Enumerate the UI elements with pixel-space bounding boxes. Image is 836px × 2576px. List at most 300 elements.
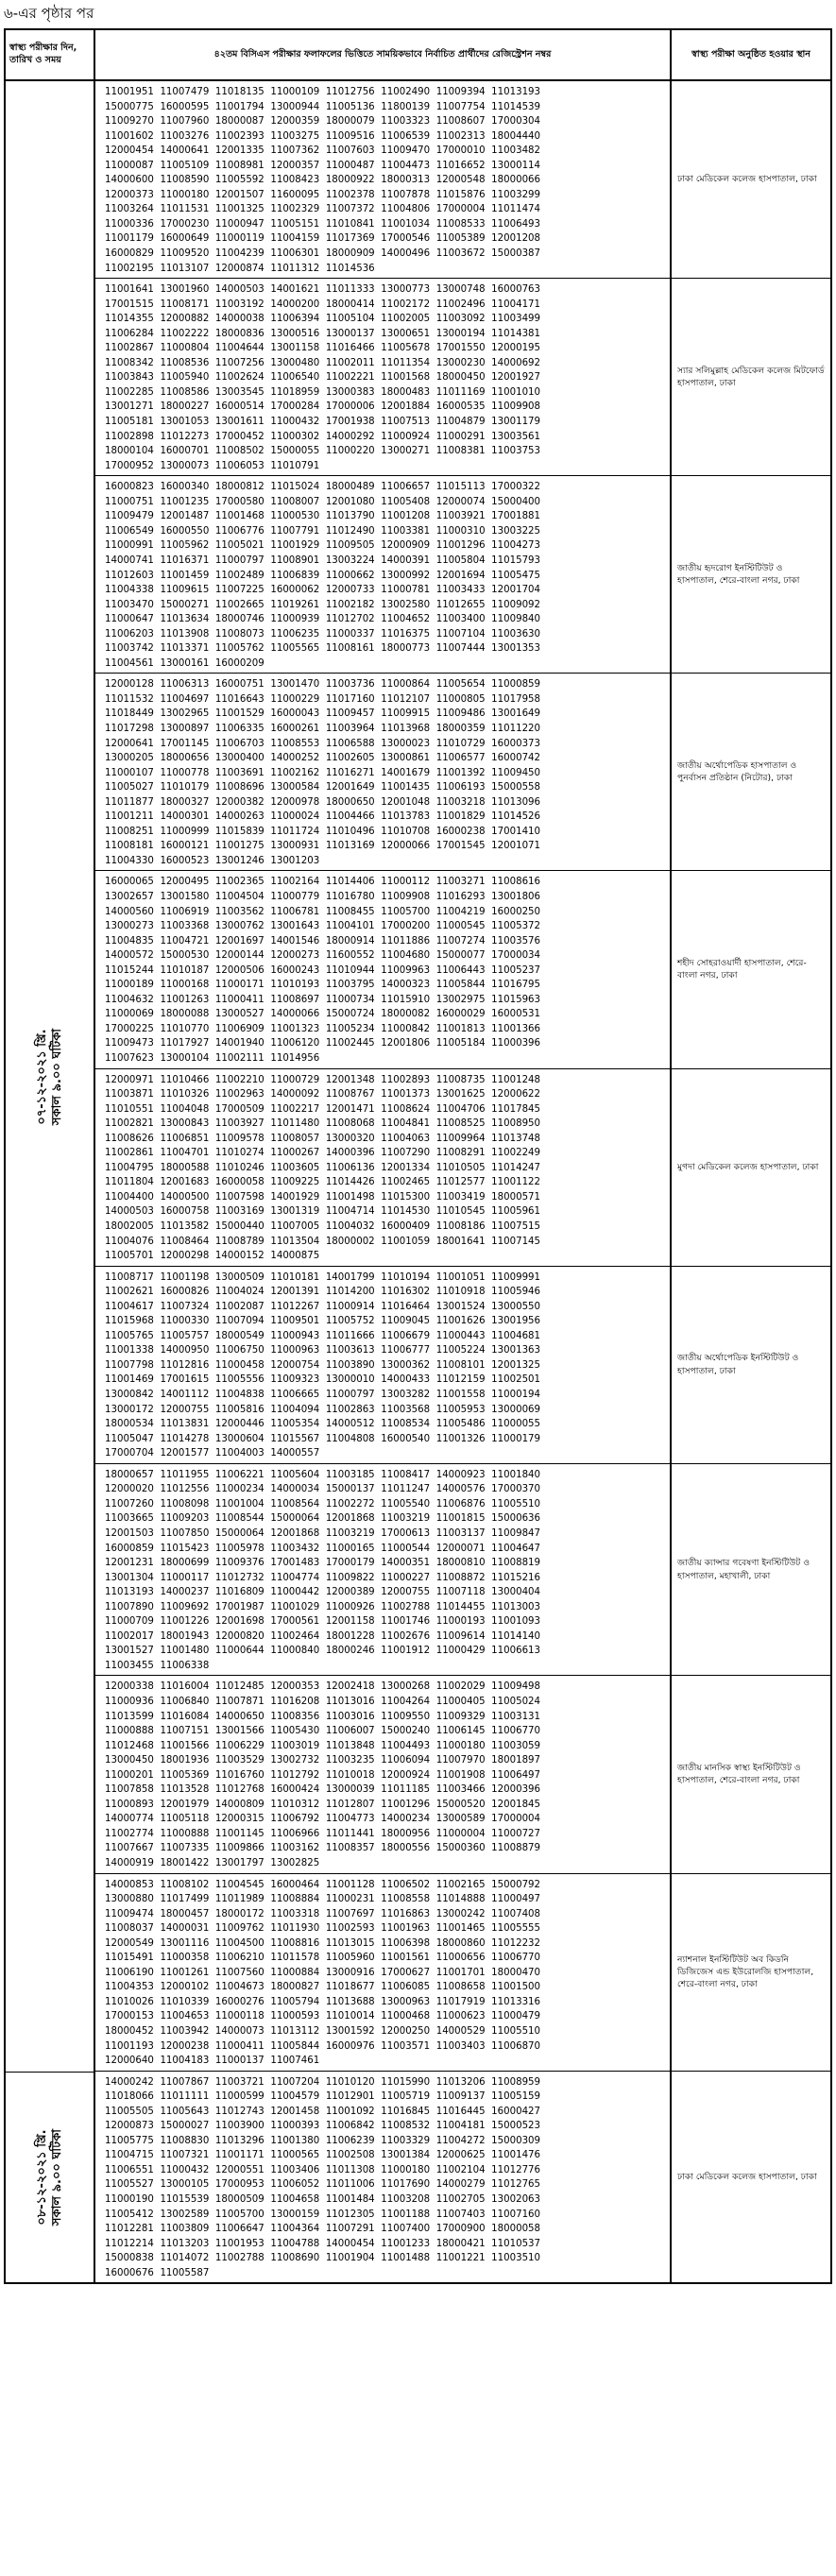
registration-number: 13002063 (491, 2194, 541, 2206)
number-row (105, 890, 547, 905)
registration-number: 11015910 (381, 994, 431, 1005)
registration-number: 11002788 (381, 1601, 431, 1612)
registration-number: 11011185 (381, 1784, 431, 1796)
registration-number: 12000909 (381, 540, 431, 552)
registration-number: 11010505 (435, 1162, 486, 1173)
number-row (105, 341, 547, 356)
registration-number: 12001697 (214, 935, 264, 947)
registration-number: 11000411 (214, 994, 264, 1005)
registration-number: 17000452 (214, 431, 264, 442)
registration-number: 11009323 (270, 1374, 320, 1386)
registration-number: 13001649 (491, 708, 541, 720)
number-row (105, 919, 547, 934)
registration-number: 12000020 (105, 1484, 154, 1495)
registration-number: 16000209 (214, 657, 264, 669)
registration-number: 11001004 (214, 1498, 264, 1510)
registration-number: 17000613 (381, 1527, 431, 1539)
registration-number: 11012232 (491, 1937, 541, 1949)
registration-number: 11004272 (435, 2135, 486, 2146)
registration-number: 11000180 (160, 189, 210, 200)
registration-number: 11003900 (214, 2121, 264, 2132)
number-row (105, 1132, 547, 1147)
number-row (105, 282, 547, 298)
registration-number: 11004806 (381, 204, 431, 215)
registration-number: 11003137 (435, 1527, 486, 1539)
registration-number: 13000604 (214, 1433, 264, 1444)
registration-number: 11014200 (325, 1287, 375, 1298)
registration-number: 11007408 (491, 1908, 541, 1919)
registration-number: 11001092 (325, 2106, 375, 2117)
registration-number: 11017160 (325, 693, 375, 705)
registration-number: 18000509 (214, 2194, 264, 2206)
registration-number: 11002164 (270, 877, 320, 888)
number-row (105, 627, 547, 642)
registration-number: 13000992 (381, 570, 431, 581)
registration-number: 11003218 (435, 796, 486, 808)
registration-number: 12000551 (214, 2164, 264, 2175)
registration-number: 11000926 (325, 1601, 375, 1612)
registration-number: 15000309 (491, 2135, 541, 2146)
registration-number: 13000963 (381, 1996, 431, 2007)
registration-number: 11006679 (381, 1330, 431, 1341)
registration-number: 11004024 (214, 1287, 264, 1298)
registration-number: 15000077 (435, 950, 486, 962)
registration-number: 14000433 (381, 1374, 431, 1386)
results-table (4, 28, 832, 2284)
registration-number: 11004788 (270, 2238, 320, 2249)
registration-number: 11016208 (270, 1696, 320, 1707)
registration-number: 11006613 (491, 1646, 541, 1657)
registration-number: 11004330 (105, 855, 154, 866)
registration-number: 18000746 (214, 614, 264, 625)
registration-number: 18000457 (160, 1908, 210, 1919)
registration-number: 11017298 (105, 723, 154, 734)
registration-number: 17000153 (105, 2011, 154, 2022)
registration-number: 11010026 (105, 1996, 154, 2007)
registration-number: 11005592 (214, 175, 264, 186)
registration-number: 16000859 (105, 1543, 154, 1554)
registration-number: 11001488 (381, 2253, 431, 2264)
registration-number: 11005510 (491, 1498, 541, 1510)
number-row (105, 875, 547, 890)
registration-number: 16000531 (491, 1009, 541, 1020)
registration-number: 12000755 (381, 1587, 431, 1598)
registration-number: 11004076 (105, 1236, 154, 1247)
registration-number: 11002005 (381, 314, 431, 325)
registration-number: 11003455 (105, 1660, 154, 1671)
registration-number: 11006190 (105, 1967, 154, 1978)
registration-number: 11008455 (325, 906, 375, 917)
registration-number: 11001701 (435, 1967, 486, 1978)
registration-number: 12001158 (325, 1616, 375, 1628)
registration-number: 13001271 (105, 401, 154, 413)
registration-number: 11011578 (270, 1953, 320, 1964)
registration-number: 11001179 (105, 233, 154, 245)
registration-number: 11000458 (214, 1359, 264, 1371)
registration-number: 17000322 (491, 482, 541, 493)
registration-number: 18000489 (325, 482, 375, 493)
number-row (105, 1783, 547, 1798)
registration-number: 17001145 (160, 738, 210, 749)
registration-number: 11007871 (214, 1696, 264, 1707)
registration-number: 14000066 (270, 1009, 320, 1020)
registration-number: 11002788 (214, 2253, 264, 2264)
registration-number: 15000064 (270, 1513, 320, 1525)
registration-number: 11004681 (491, 1330, 541, 1341)
registration-number: 18004440 (491, 130, 541, 142)
registration-number: 11009376 (214, 1558, 264, 1569)
registration-number: 11011111 (160, 2091, 210, 2103)
registration-number: 11007623 (105, 1053, 154, 1064)
registration-number: 11007697 (325, 1908, 375, 1919)
registration-number: 12000298 (160, 1251, 210, 1262)
registration-number: 18001422 (160, 1857, 210, 1868)
registration-number: 11004400 (105, 1191, 154, 1203)
registration-number: 11006394 (270, 314, 320, 325)
registration-number: 11000936 (105, 1696, 154, 1707)
number-row (105, 1285, 547, 1300)
registration-number: 11000884 (270, 1967, 320, 1978)
registration-number: 16000043 (270, 708, 320, 720)
registration-number: 11003185 (325, 1469, 375, 1480)
registration-number: 11001568 (381, 372, 431, 384)
registration-number: 11011247 (381, 1484, 431, 1495)
registration-number: 11004181 (435, 2121, 486, 2132)
registration-number: 11005540 (381, 1498, 431, 1510)
registration-number: 13002657 (105, 891, 154, 902)
registration-number: 12001080 (325, 496, 375, 507)
registration-number: 11000231 (325, 1894, 375, 1905)
registration-number: 11005510 (491, 2026, 541, 2037)
registration-number: 11000859 (491, 679, 541, 691)
registration-number: 14000242 (105, 2076, 154, 2088)
registration-number: 11010181 (270, 1271, 320, 1283)
registration-number: 11001208 (381, 511, 431, 522)
number-row (105, 707, 547, 722)
number-row (105, 780, 547, 795)
registration-number: 11006193 (435, 782, 486, 793)
number-row (105, 1388, 547, 1403)
registration-number: 11005109 (160, 160, 210, 171)
registration-number: 11003433 (435, 585, 486, 596)
number-row (105, 1856, 547, 1871)
registration-number: 11003169 (214, 1206, 264, 1218)
registration-number: 11003927 (214, 1118, 264, 1130)
registration-number: 11002605 (325, 753, 375, 764)
registration-number: 11003403 (435, 2040, 486, 2052)
registration-number: 11009486 (435, 708, 486, 720)
number-row (105, 1812, 547, 1827)
registration-number: 13002589 (160, 2209, 210, 2220)
registration-number: 11008830 (160, 2135, 210, 2146)
registration-number: 11011312 (270, 263, 320, 274)
registration-number: 11016084 (160, 1711, 210, 1722)
registration-number: 11001904 (325, 2253, 375, 2264)
registration-number: 11008161 (325, 643, 375, 655)
registration-number: 11000179 (491, 1433, 541, 1444)
registration-number: 11005486 (435, 1419, 486, 1430)
registration-number: 15000027 (160, 2121, 210, 2132)
registration-number: 11006221 (214, 1469, 264, 1480)
registration-number: 14000323 (381, 980, 431, 991)
registration-number: 13000842 (105, 1390, 154, 1401)
registration-number-list (95, 1069, 672, 1266)
registration-number: 11000662 (325, 570, 375, 581)
registration-number: 11012159 (435, 1374, 486, 1386)
registration-number: 11003736 (325, 679, 375, 691)
venue-name: ঢাকা মেডিকেল কলেজ হাসপাতাল, ঢাকা (677, 2171, 817, 2182)
registration-number: 18000421 (435, 2238, 486, 2249)
registration-number: 11008464 (160, 1236, 210, 1247)
registration-number: 14000396 (325, 1148, 375, 1159)
number-row (105, 1614, 547, 1629)
registration-number: 14001940 (214, 1038, 264, 1049)
registration-number: 11000751 (105, 496, 154, 507)
registration-number: 11009329 (435, 1711, 486, 1722)
registration-number: 11002898 (105, 431, 154, 442)
registration-number: 12000548 (435, 175, 486, 186)
number-row (105, 247, 547, 262)
number-row (105, 400, 547, 415)
registration-number: 11000991 (105, 540, 154, 552)
registration-number: 11003499 (491, 314, 541, 325)
registration-number: 11012816 (160, 1359, 210, 1371)
registration-number: 15000064 (214, 1527, 264, 1539)
registration-number: 18002005 (105, 1221, 154, 1233)
registration-number: 11009866 (214, 1843, 264, 1854)
number-row (105, 569, 547, 584)
registration-number: 11003871 (105, 1089, 154, 1100)
registration-number: 18001897 (491, 1755, 541, 1766)
registration-number: 14000503 (214, 284, 264, 296)
registration-number: 11002863 (325, 1404, 375, 1415)
registration-number: 11011532 (105, 693, 154, 705)
registration-number: 11001128 (325, 1879, 375, 1890)
registration-number: 11003432 (270, 1543, 320, 1554)
registration-number: 11009479 (105, 511, 154, 522)
registration-number: 11002210 (214, 1074, 264, 1085)
registration-number: 11009963 (381, 964, 431, 976)
registration-number: 13000383 (325, 386, 375, 398)
registration-number: 16000595 (160, 101, 210, 112)
registration-number: 11011886 (381, 935, 431, 947)
registration-number: 11005372 (491, 921, 541, 932)
registration-number: 11009394 (435, 87, 486, 97)
registration-number: 13001580 (160, 891, 210, 902)
registration-number: 11001198 (160, 1271, 210, 1283)
registration-number: 11004101 (325, 921, 375, 932)
registration-number: 11008532 (381, 2121, 431, 2132)
registration-number: 12001325 (491, 1359, 541, 1371)
registration-number: 11015963 (491, 994, 541, 1005)
registration-number: 11003964 (325, 723, 375, 734)
number-row (105, 1497, 547, 1512)
registration-number: 11009520 (160, 248, 210, 260)
number-row (105, 1600, 547, 1615)
registration-number: 13000748 (435, 284, 486, 296)
registration-number: 16000976 (325, 2040, 375, 2052)
registration-number: 13003561 (491, 431, 541, 442)
registration-number: 11015491 (105, 1953, 154, 1964)
registration-number: 11007791 (270, 525, 320, 537)
number-row (105, 1951, 547, 1966)
registration-number: 11011666 (325, 1330, 375, 1341)
registration-number: 11001263 (160, 994, 210, 1005)
registration-number: 11009450 (491, 767, 541, 778)
number-row (105, 905, 547, 920)
registration-number: 11000656 (435, 1953, 486, 1964)
venue-group (95, 871, 830, 1068)
registration-number: 11006876 (435, 1498, 486, 1510)
registration-number: 11009614 (435, 1630, 486, 1642)
registration-number: 11014140 (491, 1630, 541, 1642)
number-row (105, 524, 547, 539)
registration-number: 18001943 (160, 1630, 210, 1642)
registration-number: 11006776 (214, 525, 264, 537)
registration-number: 12001391 (270, 1287, 320, 1298)
registration-number: 11000779 (270, 891, 320, 902)
registration-number: 11016466 (325, 343, 375, 354)
registration-number: 11008068 (325, 1118, 375, 1130)
registration-number: 11013371 (160, 643, 210, 655)
registration-number: 11008789 (214, 1236, 264, 1247)
registration-number: 11013193 (105, 1587, 154, 1598)
registration-number: 11002285 (105, 386, 154, 398)
registration-number: 11015216 (491, 1572, 541, 1583)
registration-number: 11002222 (160, 328, 210, 339)
registration-number: 11005565 (270, 643, 320, 655)
registration-number: 13000242 (435, 1908, 486, 1919)
registration-number: 16000029 (435, 1009, 486, 1020)
registration-number: 11017919 (435, 1996, 486, 2007)
registration-number: 11009762 (214, 1923, 264, 1935)
registration-number: 11007867 (160, 2076, 210, 2088)
registration-number: 18000534 (105, 1419, 154, 1430)
registration-number: 11016652 (435, 160, 486, 171)
exam-date-label (34, 1028, 65, 1124)
registration-number: 11013831 (160, 1419, 210, 1430)
registration-number: 13001592 (325, 2026, 375, 2037)
venue-group (95, 81, 830, 279)
table-header (6, 30, 830, 81)
registration-number: 11003271 (435, 877, 486, 888)
registration-number: 11017958 (491, 693, 541, 705)
registration-number: 11003131 (491, 1711, 541, 1722)
registration-number: 13001116 (160, 1937, 210, 1949)
registration-number-list (95, 1267, 672, 1463)
registration-number: 11001626 (435, 1316, 486, 1327)
registration-number: 16000250 (491, 906, 541, 917)
registration-number: 11011333 (325, 284, 375, 296)
registration-number: 11000330 (160, 1316, 210, 1327)
number-row (105, 1220, 547, 1235)
registration-number: 11000004 (435, 1828, 486, 1839)
registration-number: 11002445 (325, 1038, 375, 1049)
registration-number: 11014455 (435, 1601, 486, 1612)
registration-number: 11001908 (435, 1769, 486, 1781)
registration-number: 14001799 (325, 1271, 375, 1283)
registration-number: 12001335 (214, 145, 264, 157)
number-row (105, 583, 547, 598)
registration-number: 11005701 (105, 1251, 154, 1262)
number-row (105, 2090, 547, 2105)
number-row (105, 1878, 547, 1893)
registration-number: 11006335 (214, 723, 264, 734)
registration-number: 11005643 (160, 2106, 210, 2117)
number-row (105, 1329, 547, 1344)
registration-number: 11012267 (270, 1301, 320, 1312)
venue-group (95, 279, 830, 476)
registration-number: 11004579 (270, 2091, 320, 2103)
number-row (105, 159, 547, 174)
registration-number: 11001211 (105, 811, 154, 823)
registration-number: 11018135 (214, 87, 264, 97)
registration-number: 11005556 (214, 1374, 264, 1386)
registration-number: 11001498 (325, 1191, 375, 1203)
registration-number: 11002221 (325, 372, 375, 384)
table-body (6, 81, 830, 2282)
registration-number: 11003059 (491, 1740, 541, 1751)
registration-number: 11009457 (325, 708, 375, 720)
registration-number: 11004159 (270, 233, 320, 245)
number-row (105, 217, 547, 232)
venue-name: ন্যাশনাল ইনস্টিটিউট অব কিডনি ডিজিজেস এন্ড ইউরোলজি হাসপাতাল, শেরে-বাংলা নগর, ঢাকা (677, 1953, 814, 1990)
registration-number: 11008342 (105, 357, 154, 368)
registration-number: 11016780 (325, 891, 375, 902)
registration-number: 11012901 (325, 2091, 375, 2103)
registration-number: 11000442 (270, 1587, 320, 1598)
registration-number: 13000105 (160, 2179, 210, 2191)
registration-number: 11006502 (381, 1879, 431, 1890)
registration-number: 13000584 (270, 782, 320, 793)
registration-number: 11008690 (270, 2253, 320, 2264)
registration-number: 11007321 (160, 2150, 210, 2161)
registration-number: 11013193 (491, 87, 541, 97)
registration-number: 11001561 (381, 1953, 431, 1964)
registration-number: 13002732 (270, 1755, 320, 1766)
registration-number: 11009840 (491, 614, 541, 625)
registration-number: 17000010 (435, 145, 486, 157)
registration-number: 11014956 (270, 1053, 320, 1064)
registration-number: 12002418 (325, 1681, 375, 1693)
registration-number: 11000999 (160, 826, 210, 837)
registration-number: 11011531 (160, 204, 210, 215)
registration-number: 11006007 (325, 1726, 375, 1737)
registration-number: 12001845 (491, 1799, 541, 1810)
registration-number: 11007890 (105, 1601, 154, 1612)
registration-number: 11018677 (325, 1982, 375, 1993)
registration-number: 11000888 (105, 1726, 154, 1737)
registration-number: 11012732 (214, 1572, 264, 1583)
registration-number: 11005844 (435, 980, 486, 991)
registration-number: 12000144 (214, 950, 264, 962)
registration-number: 11005775 (105, 2135, 154, 2146)
registration-number: 11004701 (160, 1148, 210, 1159)
registration-number: 11008626 (105, 1133, 154, 1144)
registration-number: 11007291 (325, 2224, 375, 2235)
registration-number: 11001380 (270, 2135, 320, 2146)
registration-number: 11000024 (270, 811, 320, 823)
registration-number: 11003843 (105, 372, 154, 384)
registration-number: 11001469 (105, 1374, 154, 1386)
registration-number: 11006301 (270, 248, 320, 260)
number-row (105, 1995, 547, 2010)
date-divider (6, 2072, 94, 2073)
registration-number: 18000549 (214, 1330, 264, 1341)
number-row (105, 1117, 547, 1132)
registration-number: 12001577 (160, 1448, 210, 1459)
registration-number: 11013783 (381, 811, 431, 823)
